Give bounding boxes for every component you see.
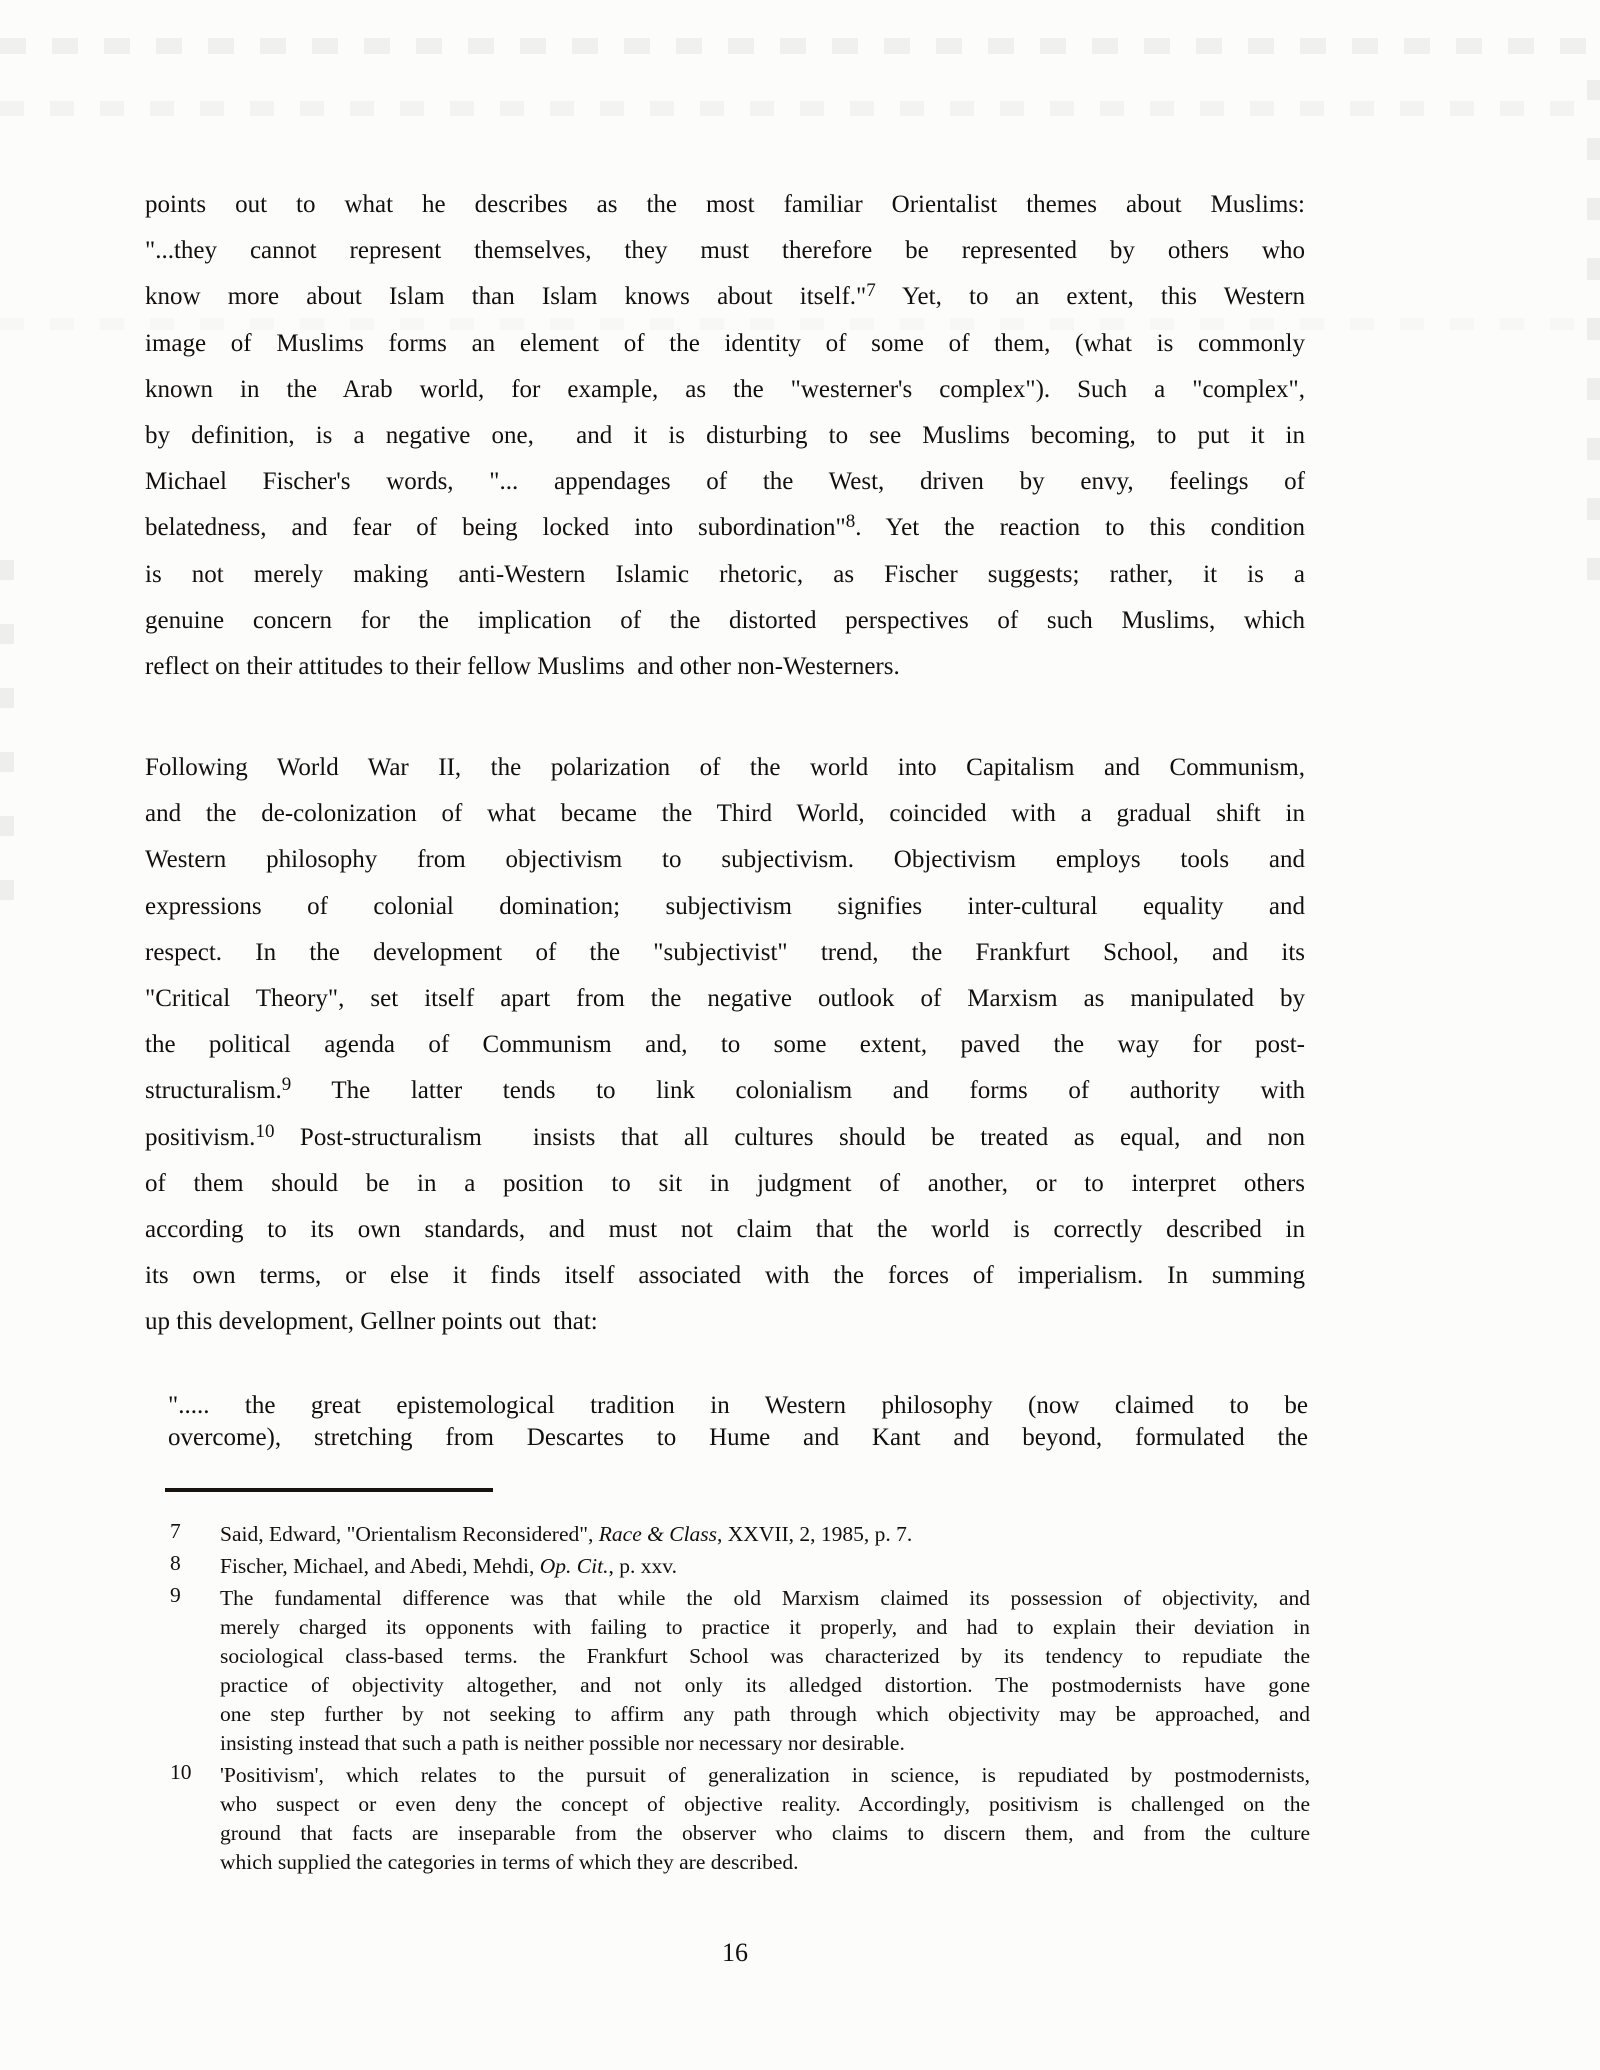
text-segment: up this development, Gellner points out that: <box>145 1308 598 1336</box>
footnote-separator <box>165 1488 493 1492</box>
text-line <box>145 598 1305 644</box>
text-segment: which supplied the categories in terms of which they are described. <box>220 1850 799 1874</box>
footnote-reference: 10 <box>255 1120 275 1142</box>
text-segment: of them should be in a position to sit in judgment of another, or to interpret others <box>145 1169 1305 1197</box>
text-segment: and the de-colonization of what became the Third World, coincided with a gradual shift in <box>145 800 1305 828</box>
text-segment: Michael Fischer's words, "... appendages of the West, driven by envy, feelings of <box>145 468 1305 496</box>
text-segment: Yet, to an extent, this Western <box>875 283 1306 311</box>
text-line <box>220 1584 1310 1613</box>
text-segment: Post-structuralism insists that all cultures should be treated as equal, and non <box>274 1123 1305 1151</box>
text-segment: "...they cannot represent themselves, they must therefore be represented by others who <box>145 237 1305 265</box>
text-line <box>145 413 1305 459</box>
text-segment: The fundamental difference was that while the old Marxism claimed its possession of objectivity, and <box>220 1586 1310 1610</box>
text-line <box>145 1068 1305 1114</box>
text-segment: overcome), stretching from Descartes to Hume and Kant and beyond, formulated the <box>168 1424 1308 1451</box>
text-segment: according to its own standards, and must not claim that the world is correctly described in <box>145 1216 1305 1244</box>
text-line <box>145 1161 1305 1207</box>
text-segment: genuine concern for the implication of the distorted perspectives of such Muslims, which <box>145 606 1305 634</box>
text-line <box>220 1552 1310 1581</box>
text-line <box>220 1520 1310 1549</box>
text-segment: the political agenda of Communism and, to some extent, paved the way for post- <box>145 1031 1305 1059</box>
text-line <box>145 1115 1305 1161</box>
text-line <box>145 1253 1305 1299</box>
scan-artifact <box>0 101 1600 116</box>
text-segment: merely charged its opponents with failing to practice it properly, and had to explain their deviation in <box>220 1615 1310 1639</box>
text-line <box>145 644 1305 690</box>
text-line <box>145 182 1305 228</box>
text-line <box>145 1207 1305 1253</box>
footnote-number: 7 <box>170 1519 181 1543</box>
text-line <box>168 1390 1308 1422</box>
text-segment: Said, Edward, "Orientalism Reconsidered", <box>220 1522 599 1546</box>
text-segment: reflect on their attitudes to their fellow Muslims and other non-Westerners. <box>145 653 900 681</box>
text-line <box>145 228 1305 274</box>
text-segment: belatedness, and fear of being locked into subordination" <box>145 514 846 542</box>
text-segment: , p. xxv. <box>608 1554 677 1578</box>
footnote-number: 10 <box>170 1760 192 1784</box>
footnote-8 <box>170 1551 1310 1581</box>
footnote-reference: 8 <box>845 511 856 533</box>
text-segment: practice of objectivity altogether, and not only its alledged distortion. The postmodernists have gone <box>220 1673 1310 1697</box>
text-line <box>145 505 1305 551</box>
text-segment: insisting instead that such a path is neither possible nor necessary nor desirable. <box>220 1731 905 1755</box>
text-segment: 'Positivism', which relates to the pursuit of generalization in science, is repudiated by postmodernists, <box>220 1763 1310 1787</box>
italic-text: Race & Class <box>598 1522 718 1546</box>
footnotes-section <box>170 1519 1310 1880</box>
text-line <box>145 367 1305 413</box>
text-segment: "Critical Theory", set itself apart from the negative outlook of Marxism as manipulated by <box>145 985 1305 1013</box>
text-line <box>145 791 1305 837</box>
paragraph-1 <box>145 182 1305 690</box>
scan-artifact <box>0 38 1600 54</box>
text-segment: who suspect or even deny the concept of objective reality. Accordingly, positivism is challenged on the <box>220 1792 1310 1816</box>
text-line <box>145 459 1305 505</box>
text-line <box>220 1613 1310 1642</box>
text-line <box>145 976 1305 1022</box>
text-segment: ground that facts are inseparable from the observer who claims to discern them, and from the culture <box>220 1821 1310 1845</box>
text-segment: expressions of colonial domination; subjectivism signifies inter-cultural equality and <box>145 892 1305 920</box>
footnote-7 <box>170 1519 1310 1549</box>
text-segment: structuralism. <box>145 1077 282 1105</box>
scan-artifact <box>0 560 14 900</box>
footnote-9 <box>170 1583 1310 1758</box>
footnote-reference: 9 <box>281 1074 292 1096</box>
text-line <box>145 745 1305 791</box>
text-segment: Fischer, Michael, and Abedi, Mehdi, <box>220 1554 540 1578</box>
text-segment: "..... the great epistemological tradition in Western philosophy (now claimed to be <box>168 1392 1308 1419</box>
text-segment: points out to what he describes as the most familiar Orientalist themes about Muslims: <box>145 191 1305 218</box>
footnote-10 <box>170 1760 1310 1877</box>
footnote-number: 8 <box>170 1551 181 1575</box>
text-line <box>145 1022 1305 1068</box>
text-line <box>220 1819 1310 1848</box>
text-segment: positivism. <box>145 1123 256 1151</box>
text-segment: its own terms, or else it finds itself associated with the forces of imperialism. In summing <box>145 1262 1305 1290</box>
text-segment: by definition, is a negative one, and it is disturbing to see Muslims becoming, to put it in <box>145 422 1305 450</box>
text-segment: Following World War II, the polarization of the world into Capitalism and Communism, <box>145 754 1305 781</box>
text-line <box>168 1422 1308 1454</box>
block-quote <box>168 1390 1308 1454</box>
text-line <box>145 321 1305 367</box>
scan-artifact <box>1587 80 1600 580</box>
text-segment: known in the Arab world, for example, as the "westerner's complex"). Such a "complex", <box>145 375 1305 403</box>
text-segment: sociological class-based terms. the Frankfurt School was characterized by its tendency to repudiate the <box>220 1644 1310 1668</box>
italic-text: Op. Cit. <box>539 1554 609 1578</box>
footnote-number: 9 <box>170 1583 181 1607</box>
text-segment: one step further by not seeking to affirm any path through which objectivity may be approached, and <box>220 1702 1310 1726</box>
text-segment: respect. In the development of the "subjectivist" trend, the Frankfurt School, and its <box>145 938 1305 966</box>
text-line <box>220 1729 1310 1758</box>
text-line <box>145 837 1305 883</box>
paragraph-2 <box>145 745 1305 1346</box>
text-segment: , XXVII, 2, 1985, p. 7. <box>717 1522 913 1546</box>
text-line <box>220 1848 1310 1877</box>
text-segment: know more about Islam than Islam knows about itself." <box>145 283 867 311</box>
text-segment: is not merely making anti-Western Islamic rhetoric, as Fischer suggests; rather, it is a <box>145 560 1305 588</box>
text-line <box>220 1671 1310 1700</box>
text-line <box>145 884 1305 930</box>
text-line <box>145 930 1305 976</box>
text-line <box>220 1761 1310 1790</box>
text-line <box>145 274 1305 320</box>
text-line <box>145 552 1305 598</box>
text-segment: . Yet the reaction to this condition <box>855 514 1306 542</box>
text-line <box>220 1642 1310 1671</box>
text-line <box>220 1700 1310 1729</box>
text-segment: image of Muslims forms an element of the identity of some of them, (what is commonly <box>145 329 1305 357</box>
footnote-reference: 7 <box>866 280 876 302</box>
text-segment: The latter tends to link colonialism and forms of authority with <box>291 1077 1305 1105</box>
text-segment: Western philosophy from objectivism to subjectivism. Objectivism employs tools and <box>145 846 1305 874</box>
text-line <box>220 1790 1310 1819</box>
text-line <box>145 1299 1305 1345</box>
page-number: 16 <box>722 1938 748 1967</box>
